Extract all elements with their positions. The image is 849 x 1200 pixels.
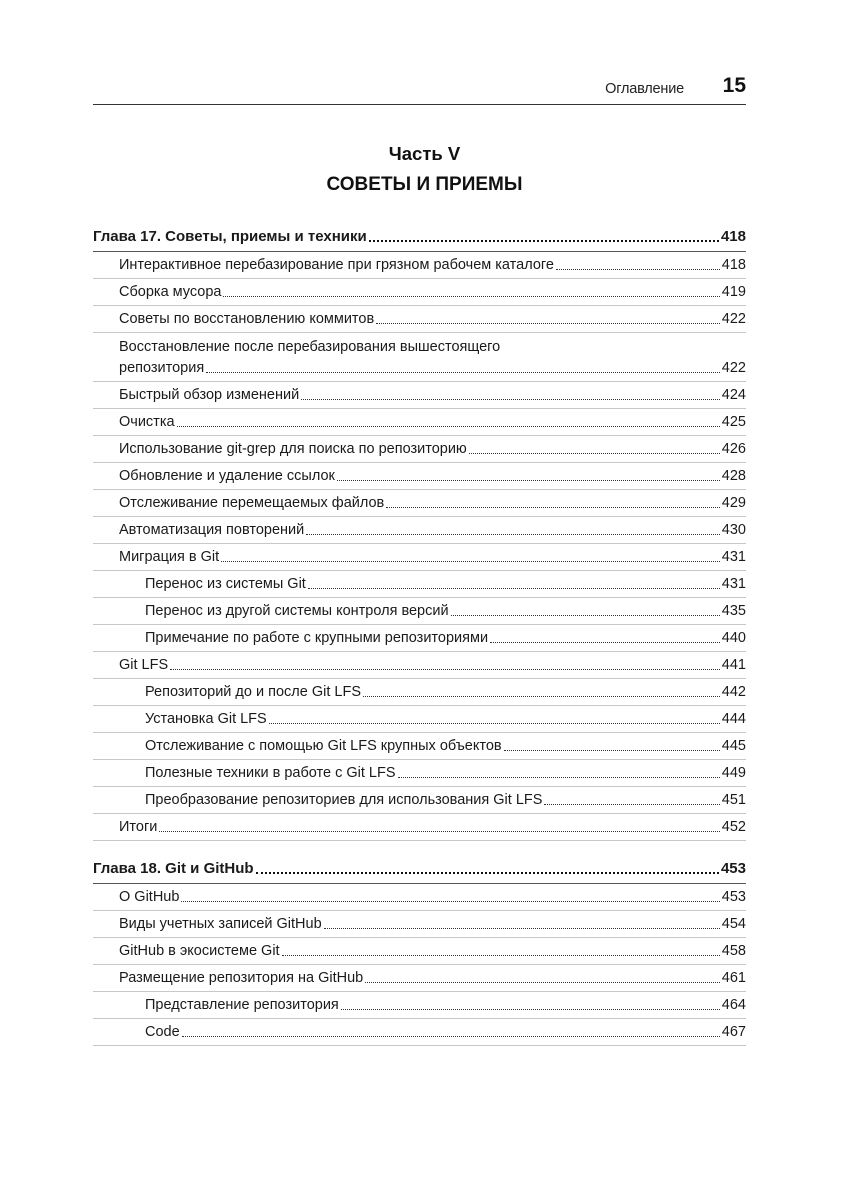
toc-entry-page: 467 [721,1024,746,1040]
toc-entry[interactable] [93,544,746,571]
toc-subentry[interactable] [93,760,746,787]
running-head-page-number: 15 [722,74,746,97]
dot-leader [504,750,720,751]
toc-entry[interactable] [93,911,746,938]
toc-entry-page: 445 [721,738,746,754]
toc-entry-page: 461 [721,970,746,986]
toc-entry-title: Полезные техники в работе с Git LFS [145,765,396,781]
toc-subentry[interactable] [93,787,746,814]
toc-entry-page: 422 [721,311,746,327]
running-head [93,70,746,105]
dot-leader [308,588,720,589]
toc-entry-page: 430 [721,522,746,538]
toc-entry-title: GitHub в экосистеме Git [119,943,280,959]
toc-entry[interactable] [93,517,746,544]
toc-entry-page: 441 [721,657,746,673]
toc-entry-page: 425 [721,414,746,430]
toc-entry[interactable] [93,409,746,436]
toc-entry[interactable] [93,463,746,490]
toc-subentry[interactable] [93,733,746,760]
dot-leader [337,480,720,481]
toc-subentry[interactable] [93,598,746,625]
toc-subentry[interactable] [93,992,746,1019]
toc-entry-page: 435 [721,603,746,619]
toc-entry-title: Виды учетных записей GitHub [119,916,322,932]
dot-leader [556,269,720,270]
chapter-page-number: 453 [720,860,746,877]
toc-entry-page: 464 [721,997,746,1013]
toc-entry-title: Интерактивное перебазирование при грязном рабочем каталоге [119,257,554,273]
dot-leader [398,777,720,778]
dot-leader [544,804,719,805]
toc-entry-title: Итоги [119,819,158,835]
toc-entry-page: 454 [721,916,746,932]
toc-entry-page: 452 [721,819,746,835]
toc-entry-page: 418 [721,257,746,273]
toc-entry[interactable] [93,652,746,679]
toc-entry-title: О GitHub [119,889,180,905]
dot-leader [182,1036,720,1037]
toc-entry-page: 429 [721,495,746,511]
toc-entry-page: 419 [721,284,746,300]
toc-entry-title: Перенос из системы Git [145,576,306,592]
toc-entry-title: Миграция в Git [119,549,220,565]
toc-entry[interactable] [93,306,746,333]
dot-leader [341,1009,720,1010]
toc-entry[interactable] [93,252,746,279]
toc-entry-page: 451 [721,792,746,808]
dot-leader [282,955,720,956]
part-subtitle: СОВЕТЫ И ПРИЕМЫ [326,174,523,195]
dot-leader [177,426,720,427]
dot-leader [306,534,720,535]
toc-entry[interactable] [93,938,746,965]
toc-entry[interactable] [93,279,746,306]
dot-leader [223,296,719,297]
chapter-17 [93,222,746,841]
toc-entry[interactable] [93,382,746,409]
part-title: Часть V [388,143,461,164]
toc-entry-page: 426 [721,441,746,457]
toc-entry[interactable] [93,814,746,841]
dot-leader [469,453,720,454]
dot-leader [376,323,720,324]
toc-subentry[interactable] [93,706,746,733]
toc-subentry[interactable] [93,571,746,598]
chapter-title: Глава 17. Советы, приемы и техники [93,228,367,245]
toc-entry[interactable] [93,333,746,382]
dot-leader [301,399,720,400]
toc-entry-title: Отслеживание перемещаемых файлов [119,495,385,511]
dot-leader [490,642,720,643]
toc-entry-page: 449 [721,765,746,781]
toc-entry-title: Размещение репозитория на GitHub [119,970,364,986]
toc-entry-title: Установка Git LFS [145,711,267,727]
toc-entry-title: Советы по восстановлению коммитов [119,311,375,327]
chapter-heading[interactable] [93,222,746,252]
toc-entry-page: 431 [721,576,746,592]
chapter-title: Глава 18. Git и GitHub [93,860,254,877]
toc-entry-page: 422 [721,360,746,376]
toc-entry-title: Сборка мусора [119,284,222,300]
toc-entry-title-line-1: Восстановление после перебазирования вышестоящего [119,339,501,355]
toc-subentry[interactable] [93,679,746,706]
toc-entry-page: 442 [721,684,746,700]
dot-leader [170,669,720,670]
toc-entry-page: 453 [721,889,746,905]
running-head-section-label: Оглавление [605,81,684,97]
toc-entry-title: Очистка [119,414,175,430]
toc-subentry[interactable] [93,1019,746,1046]
toc-entry-page: 440 [721,630,746,646]
toc-entry-page: 424 [721,387,746,403]
toc-entry[interactable] [93,884,746,911]
dot-leader [159,831,719,832]
toc-entry-title: Перенос из другой системы контроля версий [145,603,449,619]
toc-subentry[interactable] [93,625,746,652]
toc-entry-page: 458 [721,943,746,959]
toc-entry-title: Автоматизация повторений [119,522,305,538]
toc-entry-title: Репозиторий до и после Git LFS [145,684,361,700]
toc-entry-title: Примечание по работе с крупными репозиториями [145,630,489,646]
toc-entry-title: Code [145,1024,180,1040]
toc-entry[interactable] [93,965,746,992]
toc-entry[interactable] [93,436,746,463]
dot-leader [324,928,720,929]
dot-leader [181,901,719,902]
toc-entry-title-line-2: репозитория [119,360,205,376]
toc-entry-title: Использование git-grep для поиска по репозиторию [119,441,467,457]
chapter-18 [93,854,746,1046]
toc-entry-title: Быстрый обзор изменений [119,387,300,403]
dot-leader [363,696,720,697]
toc-entry-page: 428 [721,468,746,484]
toc-entry-title: Обновление и удаление ссылок [119,468,335,484]
dot-leader [386,507,720,508]
table-of-contents [93,222,746,1046]
toc-entry-title: Отслеживание с помощью Git LFS крупных объектов [145,738,502,754]
dot-leader [256,872,719,874]
dot-leader [365,982,720,983]
toc-entry-title: Git LFS [119,657,169,673]
dot-leader [206,372,720,373]
chapter-page-number: 418 [720,228,746,245]
toc-entry[interactable] [93,490,746,517]
dot-leader [369,240,719,242]
toc-entry-title: Представление репозитория [145,997,339,1013]
chapter-heading[interactable] [93,854,746,884]
dot-leader [451,615,720,616]
dot-leader [269,723,720,724]
dot-leader [221,561,720,562]
toc-entry-page: 431 [721,549,746,565]
toc-entry-title: Преобразование репозиториев для использования Git LFS [145,792,543,808]
toc-entry-page: 444 [721,711,746,727]
